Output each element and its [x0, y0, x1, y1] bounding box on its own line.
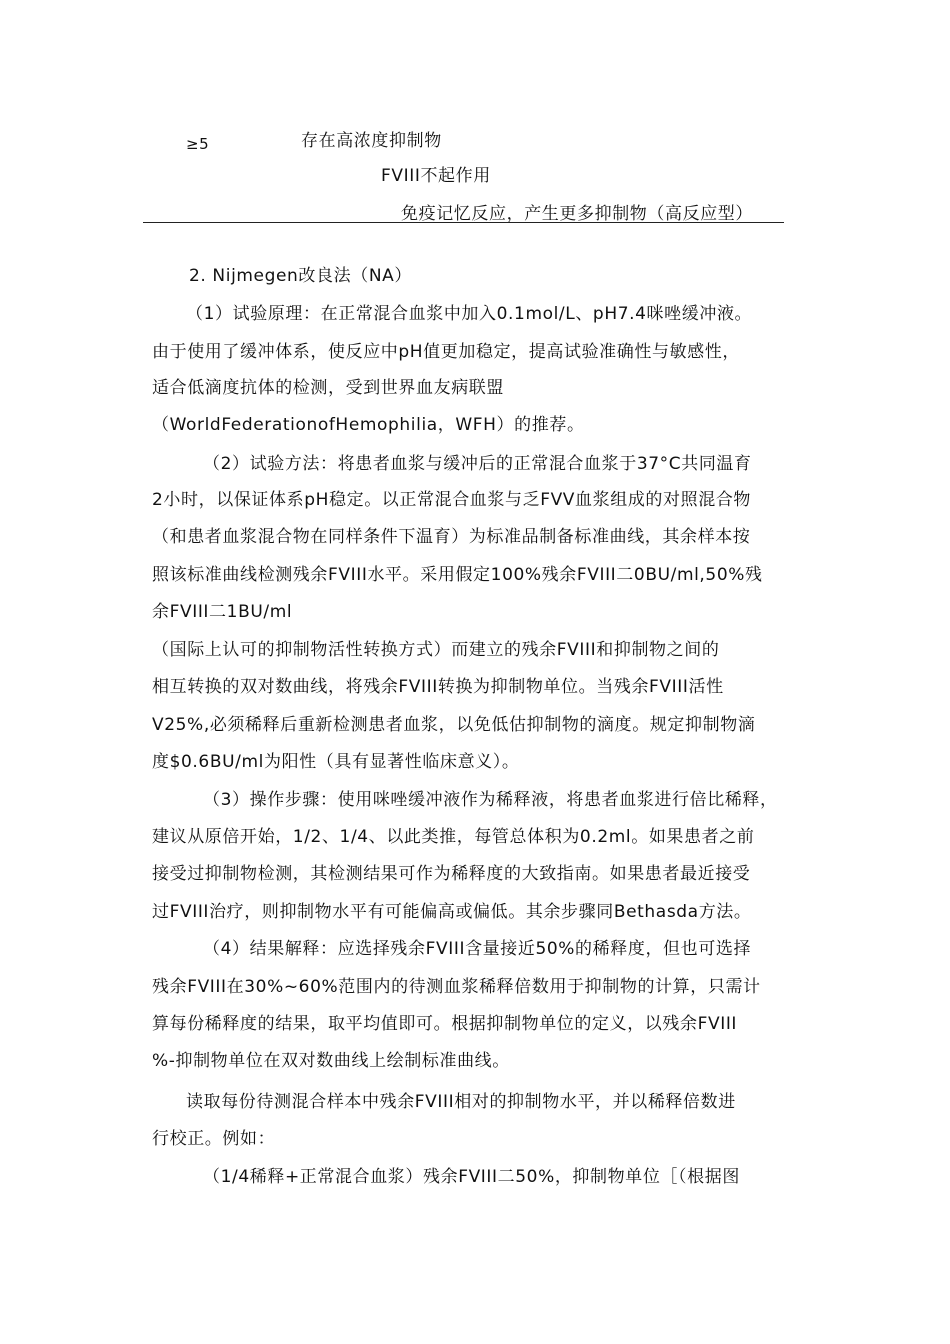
table-cell-immune-memory: 免疫记忆反应，产生更多抑制物（高反应型） — [401, 204, 753, 224]
table-cell-fviii-ineffective: FVIII不起作用 — [381, 166, 491, 186]
paragraph-line: %-抑制物单位在双对数曲线上绘制标准曲线。 — [152, 1051, 510, 1071]
paragraph-line: 余FVIII二1BU/ml — [152, 602, 293, 622]
paragraph-line: 读取每份待测混合样本中残余FVIII相对的抑制物水平，并以稀释倍数进 — [186, 1092, 736, 1112]
paragraph-line: 建议从原倍开始，1/2、1/4、以此类推，每管总体积为0.2ml。如果患者之前 — [152, 827, 755, 847]
paragraph-line: （2）试验方法：将患者血浆与缓冲后的正常混合血浆于37°C共同温育 — [203, 454, 752, 474]
table-cell-high-inhibitor: 存在高浓度抑制物 — [301, 131, 442, 151]
paragraph-line: 相互转换的双对数曲线，将残余FVIII转换为抑制物单位。当残余FVIII活性 — [152, 677, 724, 697]
paragraph-line: （1）试验原理：在正常混合血浆中加入0.1mol/L、pH7.4咪唑缓冲液。 — [186, 304, 753, 324]
paragraph-line: 2小时，以保证体系pH稳定。以正常混合血浆与乏FVV血浆组成的对照混合物 — [152, 490, 752, 510]
paragraph-line: 适合低滴度抗体的检测，受到世界血友病联盟 — [152, 378, 504, 398]
paragraph-line: （4）结果解释：应选择残余FVIII含量接近50%的稀释度，但也可选择 — [203, 939, 752, 959]
paragraph-line: 接受过抑制物检测，其检测结果可作为稀释度的大致指南。如果患者最近接受 — [152, 864, 751, 884]
table-cell-threshold: ≥5 — [186, 135, 210, 153]
paragraph-line: 照该标准曲线检测残余FVIII水平。采用假定100%残余FVIII二0BU/ml,50%残 — [152, 565, 763, 585]
paragraph-line: （和患者血浆混合物在同样条件下温育）为标准品制备标准曲线，其余样本按 — [152, 527, 751, 547]
paragraph-line: （WorldFederationofHemophilia，WFH）的推荐。 — [152, 415, 585, 435]
paragraph-line: （3）操作步骤：使用咪唑缓冲液作为稀释液，将患者血浆进行倍比稀释， — [203, 790, 778, 810]
paragraph-line: （1/4稀释+正常混合血浆）残余FVIII二50%，抑制物单位［（根据图 — [203, 1167, 740, 1187]
paragraph-line: 由于使用了缓冲体系，使反应中pH值更加稳定，提高试验准确性与敏感性， — [152, 342, 740, 362]
paragraph-line: 行校正。例如： — [152, 1129, 276, 1149]
section-heading: 2. Nijmegen改良法（NA） — [189, 266, 412, 286]
paragraph-line: 残余FVIII在30%~60%范围内的待测血浆稀释倍数用于抑制物的计算，只需计 — [152, 977, 761, 997]
paragraph-line: （国际上认可的抑制物活性转换方式）而建立的残余FVIII和抑制物之间的 — [152, 640, 720, 660]
paragraph-line: 过FVIII治疗，则抑制物水平有可能偏高或偏低。其余步骤同Bethasda方法。 — [152, 902, 752, 922]
paragraph-line: V25%,必须稀释后重新检测患者血浆，以免低估抑制物的滴度。规定抑制物滴 — [152, 715, 756, 735]
table-bottom-rule — [143, 222, 784, 223]
paragraph-line: 度$0.6BU/ml为阳性（具有显著性临床意义）。 — [152, 752, 520, 772]
paragraph-line: 算每份稀释度的结果，取平均值即可。根据抑制物单位的定义，以残余FVIII — [152, 1014, 738, 1034]
